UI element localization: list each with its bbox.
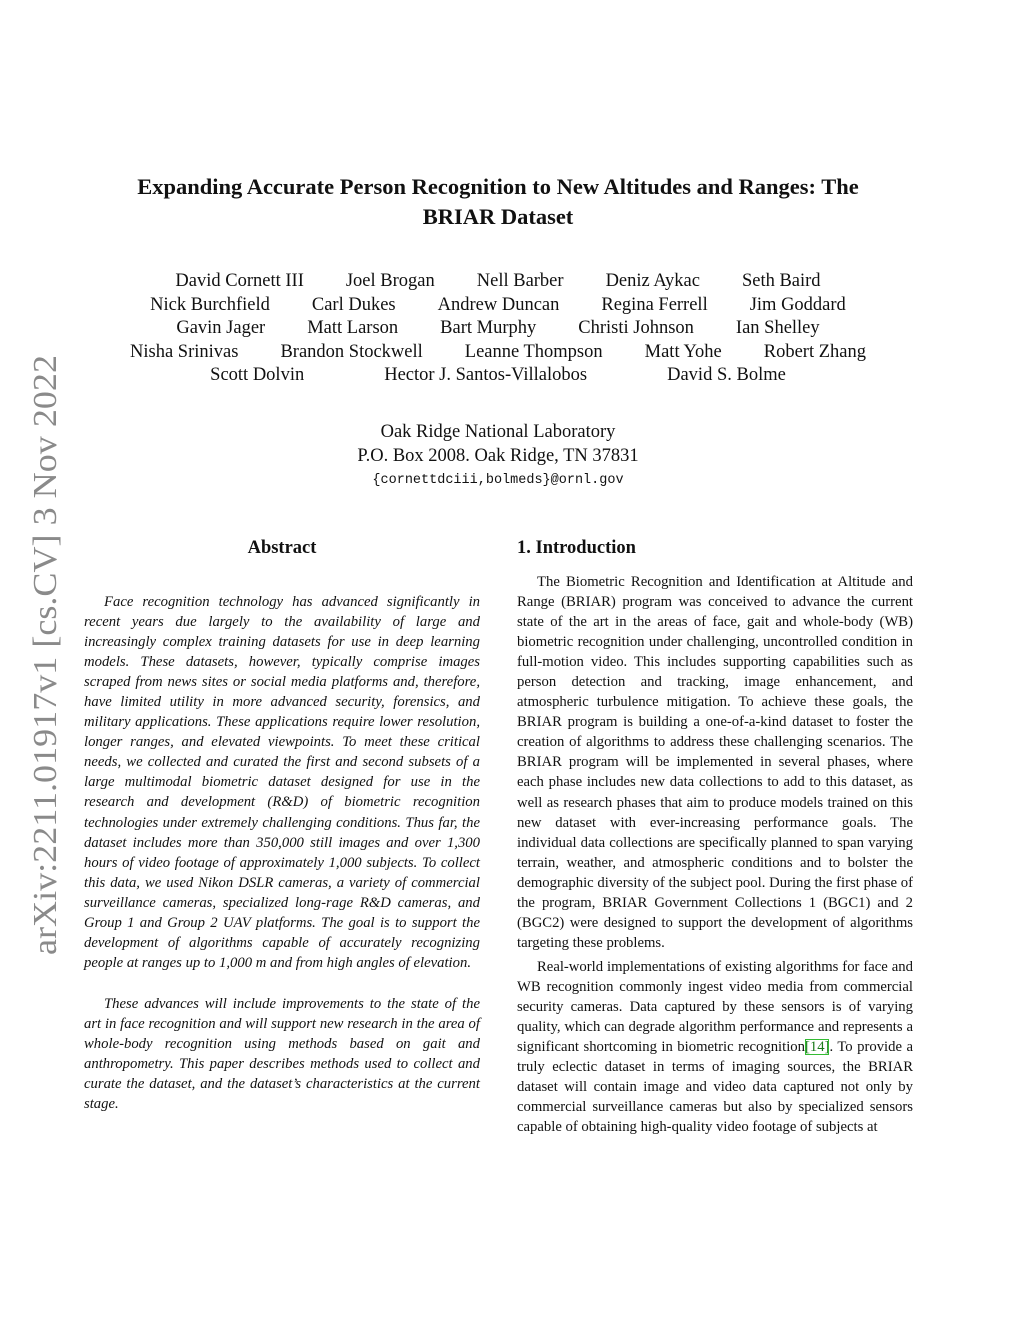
author-name: Nick Burchfield <box>150 294 270 315</box>
author-name: Gavin Jager <box>176 318 266 338</box>
arxiv-stamp-text: arXiv:2211.01917v1 [cs.CV] 3 Nov 2022 <box>27 389 64 955</box>
author-name: Bart Murphy <box>440 318 537 338</box>
author-name: Andrew Duncan <box>437 294 560 315</box>
author-name: Deniz Aykac <box>605 271 700 291</box>
abstract-section <box>84 536 480 1114</box>
introduction-heading: 1. Introduction <box>517 538 636 558</box>
author-name: Seth Baird <box>741 271 821 291</box>
introduction-section <box>517 536 913 1137</box>
author-list <box>80 270 916 388</box>
author-name: Joel Brogan <box>345 271 435 291</box>
author-name: Hector J. Santos-Villalobos <box>384 365 588 385</box>
abstract-paragraph: These advances will include improvements to the state of the art in face recognition and will support new research in the area of whole-body recognition using methods based on gait and anthropometry. This paper describes methods used to collect and curate the dataset, and the dataset’s characteristics at the current stage. <box>84 995 480 1113</box>
author-name: Nisha Srinivas <box>130 341 239 362</box>
author-name: Brandon Stockwell <box>280 341 423 362</box>
contact-email[interactable]: {cornettdciii,bolmeds}@ornl.gov <box>372 473 624 488</box>
abstract-paragraph: Face recognition technology has advanced significantly in recent years due largely to the availability of large and increasingly complex training datasets for use in deep learning models. These datasets, however, typically comprise images scraped from news sites or social media platforms and, therefore, have limited utility in more advanced security, forensics, and military applications. These applications require lower resolution, longer ranges, and elevated viewpoints. To meet these critical needs, we collected and curated the first and second subsets of a large multimodal biometric dataset designed for use in the research and development (R&D) of biometric recognition technologies under extremely challenging conditions. Thus far, the dataset includes more than 350,000 still images and over 1,300 hours of video footage of approximately 1,000 subjects. To collect this data, we used Nikon DSLR cameras, a variety of commercial surveillance cameras, specialized long-rage R&D cameras, and Group 1 and Group 2 UAV platforms. The goal is to support the development of algorithms capable of accurately recognizing people at ranges up to 1,000 m and from high angles of elevation. <box>84 594 480 971</box>
institution: Oak Ridge National Laboratory <box>380 422 616 442</box>
author-name: Carl Dukes <box>311 294 396 315</box>
author-name: David S. Bolme <box>667 365 786 385</box>
author-name: Christi Johnson <box>578 318 694 338</box>
author-name: Jim Goddard <box>749 294 846 315</box>
introduction-paragraph: The Biometric Recognition and Identification at Altitude and Range (BRIAR) program was conceived to advance the current state of the art in the areas of face, gait and whole-body (WB) biometric recognition under challenging, uncontrolled condition in full-motion video. This includes supporting capabilities such as person detection and tracking, image enhancement, and atmospheric turbulence mitigation. To achieve these goals, the BRIAR program is building a one-of-a-kind dataset to foster the creation of algorithms to address these challenging scenarios. The BRIAR program will be implemented in several phases, where each phase includes new data collections to add to this dataset, as well as research phases that aim to produce models trained on this new dataset with ever-increasing performance goals. The individual data collections are specifically planned to span varying terrain, weather, and atmospheric conditions and to bolster the demographic diversity of the subject pool. During the first phase of the program, BRIAR Government Collections 1 (BGC1) and 2 (BGC2) were designed to support the development of algorithms targeting these problems. <box>517 574 913 951</box>
paragraph-text: . To provide a truly eclectic dataset in terms of imaging sources, the BRIAR dataset will contain image and video data captured not only by commercial surveillance cameras but also by specialized sensors capable of obtaining high-quality video footage of subjects at <box>517 1039 913 1136</box>
author-row <box>80 341 916 365</box>
author-name: Ian Shelley <box>735 318 820 338</box>
abstract-heading: Abstract <box>247 538 317 558</box>
author-name: Leanne Thompson <box>464 341 603 362</box>
author-name: Nell Barber <box>476 271 564 291</box>
postal-address: P.O. Box 2008. Oak Ridge, TN 37831 <box>357 445 639 466</box>
author-row <box>80 294 916 318</box>
author-name: Matt Larson <box>307 318 399 338</box>
introduction-paragraph <box>517 957 913 1137</box>
author-name: David Cornett III <box>175 271 304 291</box>
author-name: Scott Dolvin <box>210 365 305 385</box>
author-name: Regina Ferrell <box>601 294 708 315</box>
citation-link[interactable]: [14] <box>804 1039 830 1056</box>
arxiv-stamp <box>18 350 68 960</box>
paragraph-text: Real-world implementations of existing algorithms for face and WB recognition commonly ingest video media from commercial security cameras. Data captured by these sensors is of varying quality, which can degrade algorithm performance and represents a significant shortcoming in biometric recognition <box>517 958 913 1056</box>
author-name: Matt Yohe <box>644 341 722 362</box>
author-row <box>80 317 916 341</box>
affiliation-block <box>200 421 796 494</box>
paper-title: Expanding Accurate Person Recognition to New Altitudes and Ranges: The BRIAR Dataset <box>137 174 859 229</box>
author-name: Robert Zhang <box>763 341 866 362</box>
author-row <box>80 270 916 294</box>
author-row <box>80 364 916 388</box>
